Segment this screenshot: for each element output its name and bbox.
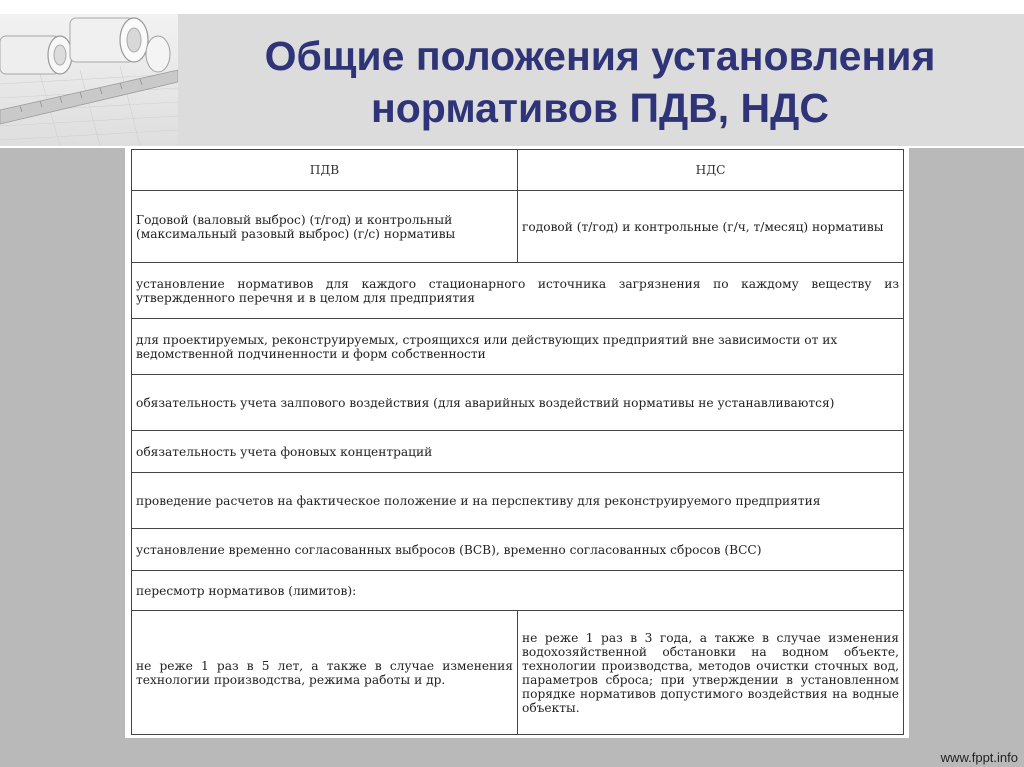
common-cell: пересмотр нормативов (лимитов):	[132, 571, 904, 611]
blueprint-rolls-image	[0, 14, 178, 146]
norms-table	[131, 149, 904, 735]
common-cell: для проектируемых, реконструируемых, строящихся или действующих предприятий вне зависимости от их ведомственной подчиненности и форм собственности	[132, 319, 904, 375]
common-cell: проведение расчетов на фактическое положение и на перспективу для реконструируемого предприятия	[132, 473, 904, 529]
table-row	[132, 529, 904, 571]
table-row	[132, 431, 904, 473]
table-row	[132, 263, 904, 319]
table-row	[132, 191, 904, 263]
blueprint-rolls-icon	[0, 14, 178, 146]
table-row	[132, 571, 904, 611]
common-cell: установление нормативов для каждого стационарного источника загрязнения по каждому веществу из утвержденного перечня и в целом для предприятия	[132, 263, 904, 319]
cell-nds: не реже 1 раз в 3 года, а также в случае изменения водохозяйственной обстановки на водном объекте, технологии производства, методов очистки сточных вод, параметров сброса; при утверждении в установленном порядке нормативов допустимого воздействия на водные объекты.	[518, 611, 904, 735]
cell-pdv: не реже 1 раз в 5 лет, а также в случае изменения технологии производства, режима работы и др.	[132, 611, 518, 735]
slide-title: Общие положения установления нормативов ПДВ, НДС	[264, 33, 936, 131]
cell-pdv: Годовой (валовый выброс) (т/год) и контрольный (максимальный разовый выброс) (г/с) нормативы	[132, 191, 518, 263]
header-pdv: ПДВ	[132, 150, 518, 191]
table-row	[132, 319, 904, 375]
table-row	[132, 611, 904, 735]
table-header-row	[132, 150, 904, 191]
common-cell: установление временно согласованных выбросов (ВСВ), временно согласованных сбросов (ВСС)	[132, 529, 904, 571]
table-row	[132, 375, 904, 431]
footer-url: www.fppt.info	[940, 750, 1018, 765]
table-row	[132, 473, 904, 529]
header-nds: НДС	[518, 150, 904, 191]
common-cell: обязательность учета фоновых концентраций	[132, 431, 904, 473]
norms-table-panel	[125, 146, 909, 738]
cell-nds: годовой (т/год) и контрольные (г/ч, т/месяц) нормативы	[518, 191, 904, 263]
common-cell: обязательность учета залпового воздействия (для аварийных воздействий нормативы не устанавливаются)	[132, 375, 904, 431]
